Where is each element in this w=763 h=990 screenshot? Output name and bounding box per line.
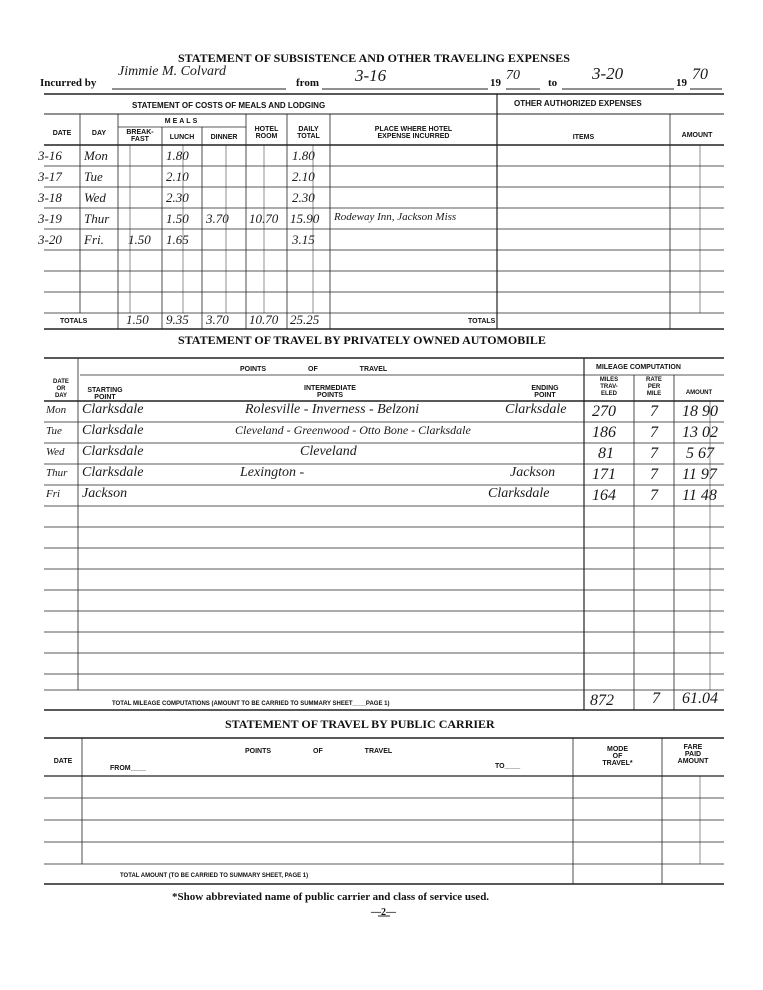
meal-row-dinner: 3.70 bbox=[206, 211, 229, 226]
public-col-date-label: DATE bbox=[53, 758, 73, 765]
meal-row-daily: 15.90 bbox=[290, 211, 320, 226]
year-prefix-1: 19 bbox=[490, 77, 501, 89]
auto-row-amount: 11 48 bbox=[682, 487, 717, 504]
col-lunch-label: LUNCH bbox=[169, 134, 195, 141]
mileage-computation-label: MILEAGE COMPUTATION bbox=[596, 364, 681, 371]
auto-row-miles: 270 bbox=[592, 403, 616, 420]
public-fare-label: FARE PAID AMOUNT bbox=[677, 744, 709, 765]
auto-col-rate-label: RATE PER MILE bbox=[646, 377, 662, 397]
other-totals-label: TOTALS bbox=[468, 318, 496, 325]
auto-total-label: TOTAL MILEAGE COMPUTATIONS (AMOUNT TO BE CARRIED TO SUMMARY SHEET____PAGE 1) bbox=[112, 701, 390, 707]
public-to-label: TO____ bbox=[495, 763, 521, 770]
auto-row-miles: 171 bbox=[592, 466, 616, 483]
auto-row-intermediate: Cleveland bbox=[300, 444, 357, 459]
col-hotel-label: HOTEL ROOM bbox=[254, 126, 279, 140]
auto-total-rate: 7 bbox=[652, 690, 660, 707]
public-section-title: STATEMENT OF TRAVEL BY PUBLIC CARRIER bbox=[225, 717, 495, 731]
col-meals-label: MEALS bbox=[164, 118, 200, 125]
auto-row-intermediate: Cleveland - Greenwood - Otto Bone - Clarksdale bbox=[235, 423, 471, 437]
meal-row-daily: 3.15 bbox=[292, 232, 315, 247]
col-date-label: DATE bbox=[52, 130, 72, 137]
auto-row-miles: 164 bbox=[592, 487, 616, 504]
meal-row-date: 3-17 bbox=[38, 169, 62, 184]
auto-row-day: Mon bbox=[46, 404, 67, 416]
meal-row-breakfast: 1.50 bbox=[128, 232, 151, 247]
auto-col-intermediate-label: INTERMEDIATE POINTS bbox=[304, 385, 356, 399]
total-hotel: 10.70 bbox=[249, 312, 279, 327]
auto-row-start: Clarksdale bbox=[82, 465, 144, 480]
public-points-label: POINTS OF TRAVEL bbox=[245, 748, 393, 755]
auto-col-miles-label: MILES TRAV- ELED bbox=[599, 377, 619, 397]
auto-col-start-label: STARTING POINT bbox=[87, 387, 123, 401]
auto-row-start: Clarksdale bbox=[82, 444, 144, 459]
auto-section-title: STATEMENT OF TRAVEL BY PRIVATELY OWNED AUTOMOBILE bbox=[178, 333, 546, 347]
meal-row-place: Rodeway Inn, Jackson Miss bbox=[334, 211, 457, 223]
year-suffix-2: 70 bbox=[692, 66, 708, 83]
auto-row-day: Thur bbox=[46, 467, 68, 479]
col-dinner-label: DINNER bbox=[210, 134, 238, 141]
auto-col-amount-label: AMOUNT bbox=[685, 390, 713, 396]
public-mode-label: MODE OF TRAVEL* bbox=[602, 746, 633, 767]
auto-row-rate: 7 bbox=[650, 466, 658, 483]
col-day-label: DAY bbox=[91, 130, 107, 137]
other-expenses-title: OTHER AUTHORIZED EXPENSES bbox=[514, 99, 642, 108]
auto-row-intermediate: Lexington - bbox=[240, 465, 305, 480]
meal-row-date: 3-18 bbox=[38, 190, 62, 205]
form-title: STATEMENT OF SUBSISTENCE AND OTHER TRAVELING EXPENSES bbox=[178, 51, 570, 65]
total-lunch: 9.35 bbox=[166, 312, 189, 327]
meals-totals-label: TOTALS bbox=[60, 318, 88, 325]
auto-row-day: Tue bbox=[46, 425, 62, 437]
meal-row-hotel: 10.70 bbox=[249, 211, 279, 226]
col-daily-label: DAILY TOTAL bbox=[297, 126, 320, 140]
auto-row-miles: 186 bbox=[592, 424, 616, 441]
incurred-by-label: Incurred by bbox=[40, 77, 97, 89]
total-daily: 25.25 bbox=[290, 312, 320, 327]
auto-row-ending: Clarksdale bbox=[505, 402, 567, 417]
auto-row-start: Jackson bbox=[82, 486, 128, 501]
meals-section-title: STATEMENT OF COSTS OF MEALS AND LODGING bbox=[132, 101, 326, 110]
auto-points-label: POINTS OF TRAVEL bbox=[240, 366, 388, 373]
public-from-label: FROM____ bbox=[110, 765, 147, 772]
auto-row-rate: 7 bbox=[650, 424, 658, 441]
to-label: to bbox=[548, 77, 558, 89]
public-total-label: TOTAL AMOUNT (TO BE CARRIED TO SUMMARY SHEET, PAGE 1) bbox=[120, 873, 309, 879]
from-date: 3-16 bbox=[355, 66, 387, 85]
auto-row-day: Fri bbox=[46, 488, 61, 500]
meal-row-date: 3-19 bbox=[38, 211, 62, 226]
auto-row-rate: 7 bbox=[650, 403, 658, 420]
total-dinner: 3.70 bbox=[206, 312, 229, 327]
meal-row-day: Thur bbox=[84, 211, 110, 226]
auto-col-ending-label: ENDING POINT bbox=[531, 385, 559, 399]
auto-row-rate: 7 bbox=[650, 445, 658, 462]
meal-row-day: Mon bbox=[84, 148, 108, 163]
auto-row-ending: Jackson bbox=[510, 465, 556, 480]
auto-row-rate: 7 bbox=[650, 487, 658, 504]
page-number: —2— bbox=[371, 907, 396, 918]
meal-row-daily: 2.10 bbox=[292, 169, 315, 184]
meal-row-lunch: 2.10 bbox=[166, 169, 189, 184]
auto-col-date-label: DATE OR DAY bbox=[53, 379, 69, 399]
from-label: from bbox=[296, 77, 320, 89]
meal-row-date: 3-16 bbox=[38, 148, 62, 163]
auto-row-amount: 5 67 bbox=[686, 445, 714, 462]
col-place-label: PLACE WHERE HOTEL EXPENSE INCURRED bbox=[374, 126, 453, 140]
meal-row-day: Fri. bbox=[84, 232, 104, 247]
col-breakfast-label: BREAK- FAST bbox=[126, 129, 154, 143]
meal-row-lunch: 1.50 bbox=[166, 211, 189, 226]
auto-row-start: Clarksdale bbox=[82, 423, 144, 438]
auto-row-ending: Clarksdale bbox=[488, 486, 550, 501]
year-suffix-1: 70 bbox=[506, 68, 520, 83]
meal-row-lunch: 1.80 bbox=[166, 148, 189, 163]
auto-total-miles: 872 bbox=[590, 692, 614, 709]
auto-row-start: Clarksdale bbox=[82, 402, 144, 417]
meal-row-lunch: 2.30 bbox=[166, 190, 189, 205]
meal-row-day: Tue bbox=[84, 169, 103, 184]
auto-row-day: Wed bbox=[46, 446, 65, 458]
auto-row-amount: 11 97 bbox=[682, 466, 717, 483]
auto-row-intermediate: Rolesville - Inverness - Belzoni bbox=[245, 402, 420, 417]
auto-row-amount: 18 90 bbox=[682, 403, 718, 420]
meal-row-daily: 2.30 bbox=[292, 190, 315, 205]
auto-row-miles: 81 bbox=[598, 445, 614, 462]
auto-row-amount: 13 02 bbox=[682, 424, 718, 441]
meal-row-daily: 1.80 bbox=[292, 148, 315, 163]
total-breakfast: 1.50 bbox=[126, 312, 149, 327]
col-amount-label: AMOUNT bbox=[681, 132, 713, 139]
to-date: 3-20 bbox=[592, 64, 624, 83]
incurred-by-name: Jimmie M. Colvard bbox=[118, 64, 226, 79]
meal-row-date: 3-20 bbox=[38, 232, 62, 247]
meal-row-day: Wed bbox=[84, 190, 106, 205]
col-items-label: ITEMS bbox=[572, 134, 595, 141]
footer-note: *Show abbreviated name of public carrier and class of service used. bbox=[172, 891, 490, 903]
meal-row-lunch: 1.65 bbox=[166, 232, 189, 247]
auto-total-amount: 61.04 bbox=[682, 690, 718, 707]
year-prefix-2: 19 bbox=[676, 77, 687, 89]
